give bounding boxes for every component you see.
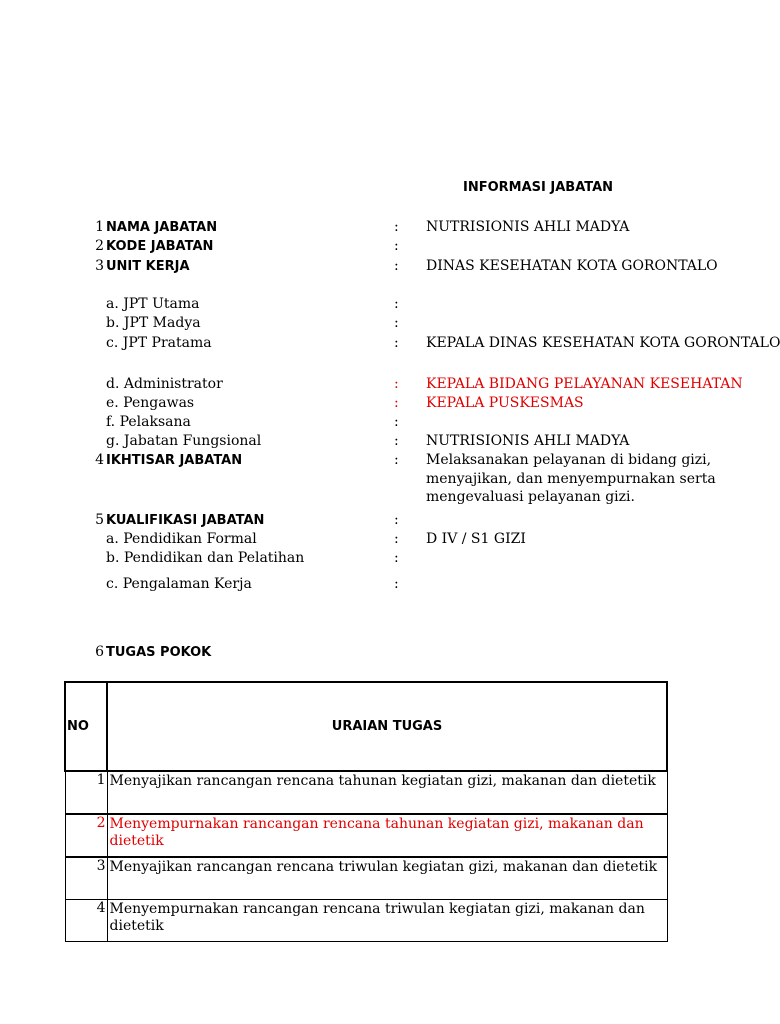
kualifikasi-item-label: a. Pendidikan Formal xyxy=(106,531,257,547)
unit-item-label: f. Pelaksana xyxy=(106,414,191,430)
unit-item-label: d. Administrator xyxy=(106,376,223,392)
field-colon: : xyxy=(394,512,399,528)
field-colon: : xyxy=(394,219,399,235)
field-value-unit-kerja: DINAS KESEHATAN KOTA GORONTALO xyxy=(426,258,718,274)
field-label-ikhtisar-jabatan: IKHTISAR JABATAN xyxy=(106,453,243,468)
row-text: Menyajikan rancangan rencana tahunan kegiatan gizi, makanan dan dietetik xyxy=(107,771,667,814)
document-title: INFORMASI JABATAN xyxy=(463,180,614,195)
field-number: 4 xyxy=(95,452,104,468)
table-row xyxy=(65,771,667,814)
row-text-highlighted: Menyempurnakan rancangan rencana tahunan kegiatan gizi, makanan dan dietetik xyxy=(107,814,667,857)
unit-item-label: e. Pengawas xyxy=(106,395,195,411)
unit-item-value: NUTRISIONIS AHLI MADYA xyxy=(426,433,630,449)
unit-item-label: g. Jabatan Fungsional xyxy=(106,433,262,449)
unit-item-value-highlighted: KEPALA BIDANG PELAYANAN KESEHATAN xyxy=(426,376,743,392)
row-text: Menyempurnakan rancangan rencana triwulan kegiatan gizi, makanan dan dietetik xyxy=(107,900,667,942)
field-label-unit-kerja: UNIT KERJA xyxy=(106,259,190,274)
field-number: 3 xyxy=(95,258,104,274)
field-colon: : xyxy=(394,576,399,592)
field-colon: : xyxy=(394,376,399,392)
ikhtisar-line: menyajikan, dan menyempurnakan serta xyxy=(426,471,716,487)
field-colon: : xyxy=(394,550,399,566)
kualifikasi-item-label: b. Pendidikan dan Pelatihan xyxy=(106,550,305,566)
field-label-kualifikasi-jabatan: KUALIFIKASI JABATAN xyxy=(106,513,265,528)
row-text: Menyajikan rancangan rencana triwulan kegiatan gizi, makanan dan dietetik xyxy=(107,857,667,900)
field-number: 5 xyxy=(95,512,104,528)
field-colon: : xyxy=(394,238,399,254)
unit-item-value-highlighted: KEPALA PUSKESMAS xyxy=(426,395,584,411)
table-row xyxy=(65,857,667,900)
unit-item-label: c. JPT Pratama xyxy=(106,335,212,351)
ikhtisar-line: mengevaluasi pelayanan gizi. xyxy=(426,489,635,505)
field-colon: : xyxy=(394,258,399,274)
kualifikasi-item-label: c. Pengalaman Kerja xyxy=(106,576,252,592)
ikhtisar-line: Melaksanakan pelayanan di bidang gizi, xyxy=(426,452,712,468)
field-number: 2 xyxy=(95,238,104,254)
unit-item-label: b. JPT Madya xyxy=(106,315,201,331)
field-number: 6 xyxy=(95,644,104,660)
field-colon: : xyxy=(394,452,399,468)
col-header-uraian: URAIAN TUGAS xyxy=(107,682,667,771)
row-number: 2 xyxy=(65,814,107,857)
field-label-nama-jabatan: NAMA JABATAN xyxy=(106,220,218,235)
row-number: 3 xyxy=(65,857,107,900)
field-colon: : xyxy=(394,296,399,312)
row-number: 1 xyxy=(65,771,107,814)
field-colon: : xyxy=(394,433,399,449)
field-colon: : xyxy=(394,315,399,331)
field-value-nama-jabatan: NUTRISIONIS AHLI MADYA xyxy=(426,219,630,235)
kualifikasi-item-value: D IV / S1 GIZI xyxy=(426,531,526,547)
unit-item-value: KEPALA DINAS KESEHATAN KOTA GORONTALO xyxy=(426,335,780,351)
field-number: 1 xyxy=(95,219,104,235)
field-colon: : xyxy=(394,414,399,430)
row-number: 4 xyxy=(65,900,107,942)
table-row xyxy=(65,900,667,942)
field-label-kode-jabatan: KODE JABATAN xyxy=(106,239,214,254)
field-colon: : xyxy=(394,531,399,547)
field-colon: : xyxy=(394,395,399,411)
col-header-no: NO xyxy=(65,682,107,771)
section-label-tugas-pokok: TUGAS POKOK xyxy=(106,645,212,660)
table-row xyxy=(65,814,667,857)
field-colon: : xyxy=(394,335,399,351)
unit-item-label: a. JPT Utama xyxy=(106,296,200,312)
table-header-row xyxy=(65,682,667,771)
tugas-table xyxy=(64,681,668,942)
